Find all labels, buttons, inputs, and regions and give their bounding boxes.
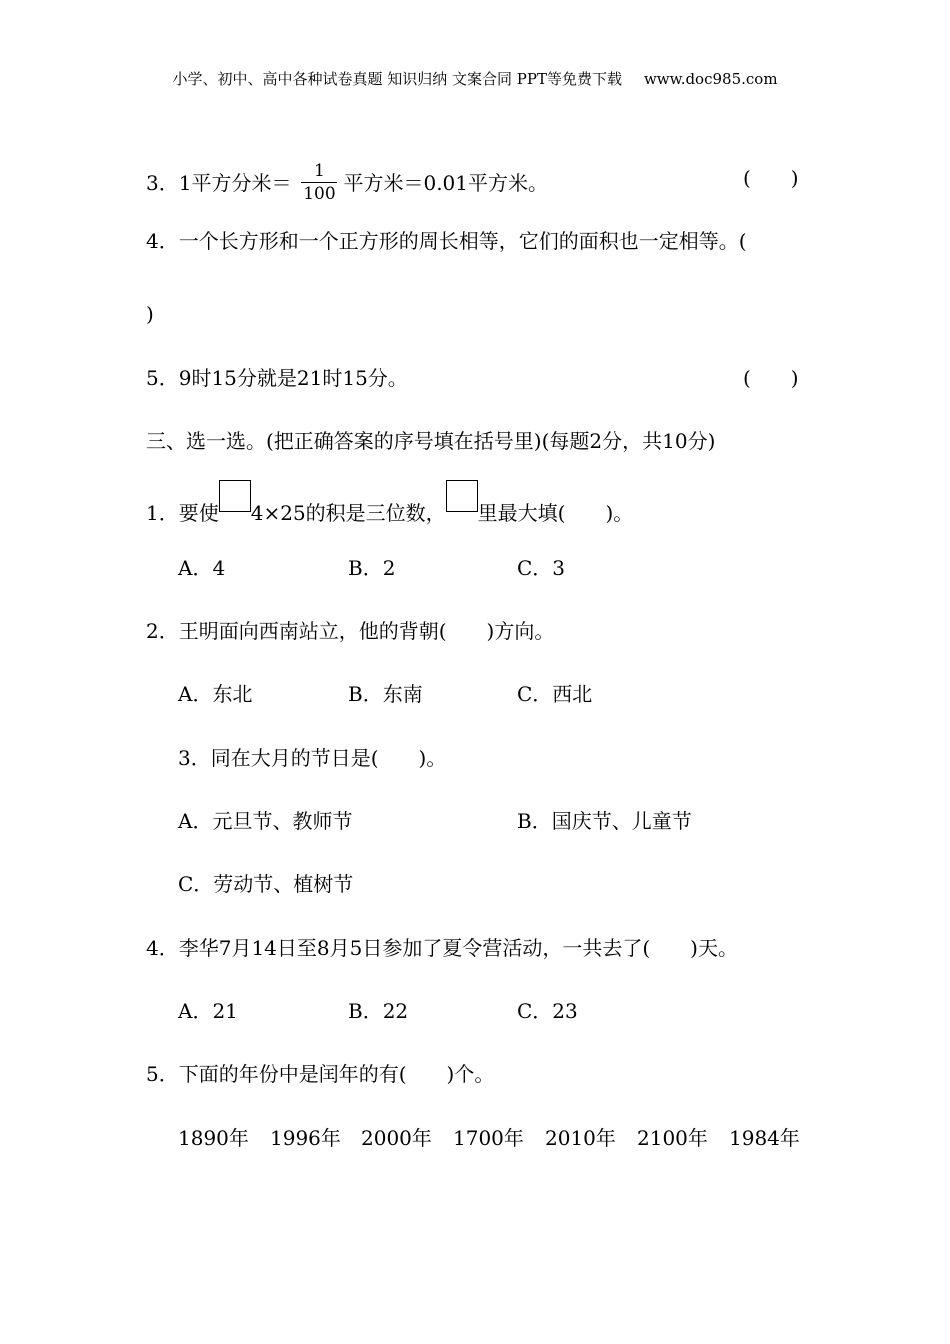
year-item: 1984年 <box>729 1126 800 1150</box>
choice-question-1 <box>146 492 633 525</box>
question-number: 1． <box>146 501 179 525</box>
option-a[interactable]: A．东北 <box>178 682 253 706</box>
year-item: 2010年 <box>545 1126 616 1150</box>
choice-question-4 <box>146 936 738 960</box>
choice-question-2 <box>146 619 554 643</box>
question-text: 王明面向西南站立，他的背朝( )方向。 <box>178 619 555 643</box>
answer-paren-3[interactable]: ( ) <box>743 166 799 190</box>
blank-box[interactable] <box>219 480 251 512</box>
year-item: 1890年 <box>178 1126 249 1150</box>
year-item: 2000年 <box>361 1126 432 1150</box>
question-text: 9时15分就是21时15分。 <box>178 366 408 390</box>
year-item: 1700年 <box>453 1126 524 1150</box>
fraction-numerator: 1 <box>314 161 325 181</box>
judge-question-3 <box>146 163 548 206</box>
question-number: 5． <box>146 1062 179 1086</box>
answer-paren-5[interactable]: ( ) <box>743 366 799 390</box>
judge-question-5 <box>146 366 408 390</box>
question-number: 4． <box>146 936 179 960</box>
question-number: 4． <box>146 229 179 253</box>
question-text: 里最大填( )。 <box>477 501 634 525</box>
option-b[interactable]: B．东南 <box>348 682 423 706</box>
choice-question-5 <box>146 1062 494 1086</box>
question-text: 下面的年份中是闰年的有( )个。 <box>178 1062 495 1086</box>
option-a[interactable]: A．21 <box>178 999 238 1023</box>
question-text: 一个长方形和一个正方形的周长相等，它们的面积也一定相等。( <box>178 229 747 253</box>
question-text: 平方米＝0.01平方米。 <box>343 171 548 195</box>
option-b[interactable]: B．22 <box>348 999 409 1023</box>
option-c[interactable]: C．劳动节、植树节 <box>178 872 354 896</box>
option-b[interactable]: B．2 <box>348 556 396 580</box>
question-text: 4×25的积是三位数， <box>250 501 446 525</box>
section-title: 三、选一选。(把正确答案的序号填在括号里)(每题2分，共10分) <box>146 429 716 453</box>
option-b[interactable]: B．国庆节、儿童节 <box>517 809 692 833</box>
judge-question-4 <box>146 229 747 253</box>
choice-question-3: 3．同在大月的节日是( )。 <box>178 746 447 770</box>
page-header <box>0 68 950 89</box>
fraction <box>301 161 337 204</box>
question-number: 5． <box>146 366 179 390</box>
question-text: 李华7月14日至8月5日参加了夏令营活动，一共去了( )天。 <box>178 936 738 960</box>
year-item: 1996年 <box>270 1126 341 1150</box>
header-site: www.doc985.com <box>643 70 778 88</box>
fraction-denominator: 100 <box>303 184 336 204</box>
year-item: 2100年 <box>637 1126 708 1150</box>
question-number: 3． <box>146 171 179 195</box>
option-c[interactable]: C．23 <box>517 999 578 1023</box>
question-text: 要使 <box>178 501 219 525</box>
option-c[interactable]: C．西北 <box>517 682 593 706</box>
question-number: 2． <box>146 619 179 643</box>
option-a[interactable]: A．4 <box>178 556 226 580</box>
option-a[interactable]: A．元旦节、教师节 <box>178 809 353 833</box>
fraction-bar <box>301 182 337 183</box>
option-c[interactable]: C．3 <box>517 556 566 580</box>
header-text: 小学、初中、高中各种试卷真题 知识归纳 文案合同 PPT等免费下载 <box>172 70 622 88</box>
blank-box[interactable] <box>446 480 478 512</box>
answer-paren-4-close[interactable]: ) <box>146 302 154 326</box>
question-text: 1平方分米＝ <box>178 171 292 195</box>
